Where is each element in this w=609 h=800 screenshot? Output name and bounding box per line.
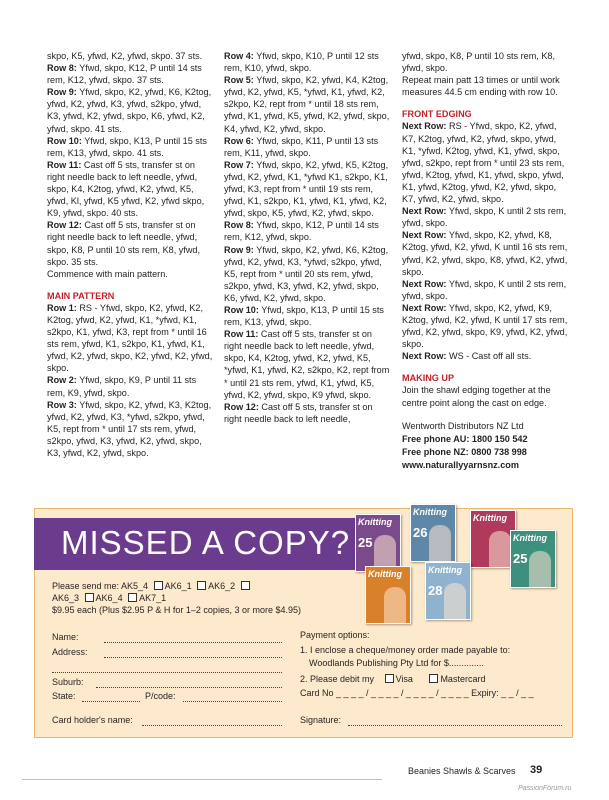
section-heading: MAIN PATTERN xyxy=(47,290,115,301)
row-text: Cast off 5 sts, transfer st on right needle back to left needle, yfwd, skpo, K4, K2tog, yfwd, K2, yfwd, K5, yfwd, Kl, yfwd, K5 yfwd, K2, yfwd skpo, K9, yfwd, skpo. 40 sts. xyxy=(47,159,205,219)
cover-model-photo xyxy=(529,551,551,588)
instructions-column-1 xyxy=(47,50,213,459)
phone-au: Free phone AU: 1800 150 542 xyxy=(402,433,528,444)
row-label: Next Row: xyxy=(402,121,447,132)
checkbox-ak6-3[interactable] xyxy=(85,593,94,602)
postcode-field[interactable] xyxy=(183,701,282,702)
pattern-row xyxy=(402,205,570,229)
body-text: Join the shawl edging together at the centre point along the cast on edge. xyxy=(402,385,551,408)
pattern-row xyxy=(402,278,570,302)
row-label: Row 12: xyxy=(47,220,82,231)
magazine-covers xyxy=(355,500,570,610)
cover-masthead: Knitting xyxy=(513,533,547,543)
row-text: Yfwd, skpo, K2, yfwd, K5, K2tog, yfwd, K2, yfwd, K1, *yfwd K1, s2kpo, K1, yfwd, K3, rept from * until 19 sts rem, yfwd, K1, s2kpo, K1, yfwd, K1, yfwd, K2, yfwd, skpo, K5, yfwd, K2, yfwd, skpo. xyxy=(224,159,389,219)
row-label: Row 12: xyxy=(224,401,259,412)
visa-checkbox[interactable] xyxy=(385,674,394,683)
pattern-row xyxy=(47,219,213,267)
pattern-row xyxy=(224,50,390,74)
name-label: Name: xyxy=(52,632,79,642)
pattern-row xyxy=(402,229,570,277)
pattern-row xyxy=(224,328,390,401)
footer-rule xyxy=(22,779,382,780)
pattern-row xyxy=(47,399,213,459)
send-line-2 xyxy=(52,592,166,604)
pattern-row xyxy=(224,219,390,243)
banner-title: MISSED A COPY? xyxy=(61,524,351,561)
row-text: Cast off 5 sts, transfer st on right needle back to left needle, xyxy=(224,401,373,424)
row-label: Row 10: xyxy=(224,304,259,315)
section-heading: MAKING UP xyxy=(402,373,455,384)
pattern-row xyxy=(402,302,570,350)
body-text: Repeat main patt 13 times or until work measures 44.5 cm ending with row 10. xyxy=(402,75,560,98)
row-label: Row 3: xyxy=(47,399,77,410)
row-label: Row 8: xyxy=(224,220,254,231)
cover-issue-number: 25 xyxy=(358,535,373,550)
pattern-row xyxy=(224,244,390,304)
option-ak6-3: AK6_3 xyxy=(52,593,80,603)
pattern-row xyxy=(224,401,390,425)
pattern-row xyxy=(224,159,390,219)
row-label: Row 11: xyxy=(224,329,259,340)
option-ak6-1: AK6_1 xyxy=(164,581,192,591)
name-field[interactable] xyxy=(104,642,282,643)
payment-option-1-payee: Woodlands Publishing Pty Ltd for $.............. xyxy=(309,658,484,668)
distributor-contact xyxy=(402,420,570,472)
row-text: Yfwd, skpo, K11, P until 13 sts rem, K11, yfwd, skpo. xyxy=(224,135,379,158)
row-text: RS - Yfwd, skpo, K2, yfwd, K7, K2tog, yfwd, K2, yfwd, skpo, yfwd, K1, *yfwd, K2tog, yfwd, K1, yfwd, skpo, yfwd, s2kpo, rept from * until 23 sts rem, yfwd, K2tog, yfwd, K1, yfwd, skpo, yfwd, K1, yfwd, K2tog, yfwd, K2, yfwd, skpo, K7, yfwd, K2, yfwd, skpo. xyxy=(402,121,565,205)
instructions-column-2 xyxy=(224,50,390,425)
row-label: Row 5: xyxy=(224,75,254,86)
pattern-row xyxy=(402,350,570,362)
pattern-row xyxy=(47,62,213,86)
payment-option-2 xyxy=(300,673,485,685)
row-text: Yfwd, skpo, K12, P until 14 sts rem, K12, yfwd, skpo. 37 sts. xyxy=(47,63,202,86)
cover-model-photo xyxy=(429,525,451,562)
payment-option-1: 1. I enclose a cheque/money order made payable to: xyxy=(300,645,511,655)
mastercard-label: Mastercard xyxy=(440,674,486,684)
row-label: Row 11: xyxy=(47,159,82,170)
row-text: Yfwd, skpo, K2, yfwd, K6, K2tog, yfwd, K2, yfwd, K3, *yfwd, s2kpo, yfwd, K5, rept from * until 20 sts rem, yfwd, s2kpo, yfwd, K3, yfwd, K2, yfwd, skpo, K6, yfwd, K2, yfwd, skpo. xyxy=(224,244,389,303)
signature-label: Signature: xyxy=(300,715,342,725)
pattern-row xyxy=(47,159,213,219)
price-line: $9.95 each (Plus $2.95 P & H for 1–2 copies, 3 or more $4.95) xyxy=(52,605,301,615)
website-link[interactable]: www.naturallyyarnsnz.com xyxy=(402,459,519,470)
payment-option-2-label: 2. Please debit my xyxy=(300,674,375,684)
instructions-column-3 xyxy=(402,50,570,472)
pattern-row xyxy=(47,135,213,159)
row-label: Row 9: xyxy=(224,244,254,255)
magazine-cover xyxy=(410,504,456,562)
address-field-line-2[interactable] xyxy=(52,672,282,673)
row-text: Cast off 5 sts, transfer st on right needle back to left needle, yfwd, skpo, K8, P until 10 sts rem, K8, yfwd, skpo. 35 sts. xyxy=(47,220,200,267)
address-label: Address: xyxy=(52,647,88,657)
cover-masthead: Knitting xyxy=(473,513,507,523)
cover-masthead: Knitting xyxy=(358,517,392,527)
cover-model-photo xyxy=(489,531,511,568)
row-text: Yfwd, skpo, K13, P until 15 sts rem, K13, yfwd, skpo. 41 sts. xyxy=(47,135,207,158)
pattern-row xyxy=(47,374,213,398)
pattern-row xyxy=(402,120,570,205)
row-text: Yfwd, skpo, K2, yfwd, K3, K2tog, yfwd, K2, yfwd, K3, *yfwd, s2kpo, yfwd, K5, rept from * until 17 sts rem, yfwd, s2kpo, yfwd, K3, yfwd, K2, yfwd, skpo, K3, yfwd, K2, yfwd, skpo. xyxy=(47,399,212,458)
mastercard-checkbox[interactable] xyxy=(429,674,438,683)
cardholder-field[interactable] xyxy=(142,725,282,726)
cover-issue-number: 28 xyxy=(428,583,443,598)
page-number: 39 xyxy=(530,764,543,776)
row-text: Yfwd, skpo, K until 2 sts rem, yfwd, skpo. xyxy=(402,278,567,301)
row-label: Next Row: xyxy=(402,230,447,241)
checkbox-ak6-2[interactable] xyxy=(241,581,250,590)
row-text: Yfwd, skpo, K12, P until 14 sts rem, K12, yfwd, skpo. xyxy=(224,220,379,243)
cardholder-label: Card holder's name: xyxy=(52,715,133,725)
row-text: Cast off 5 sts, transfer st on right needle back to left needle, yfwd, skpo, K4, K2tog, yfwd, K2, yfwd, K5, *yfwd, K1, yfwd, K2, s2kpo, K2, rept from * until 21 sts rem, yfwd, K1, yfwd, K5, yfwd, K2, yfwd, skpo, K9 yfwd, skpo. xyxy=(224,329,390,400)
phone-nz: Free phone NZ: 0800 738 998 xyxy=(402,446,527,457)
body-text: Commence with main pattern. xyxy=(47,268,168,279)
magazine-cover xyxy=(355,514,401,572)
row-text: RS - Yfwd, skpo, K2, yfwd, K2, K2tog, yfwd, K2, yfwd, K1, *yfwd, K1, s2kpo, K1, yfwd, K3, rept from * until 16 sts rem, yfwd, K1, s2kpo, K1, yfwd, K1, yfwd, K2, yfwd, skpo, K2, yfwd, K2, yfwd, skpo. xyxy=(47,302,213,374)
watermark: PassionForum.ru xyxy=(518,785,572,792)
row-label: Row 1: xyxy=(47,302,77,313)
option-ak6-4: AK6_4 xyxy=(95,593,123,603)
address-field[interactable] xyxy=(104,657,282,658)
row-text: Yfwd, skpo, K13, P until 15 sts rem, K13, yfwd, skpo. xyxy=(224,304,384,328)
cover-model-photo xyxy=(444,583,466,620)
magazine-cover xyxy=(425,562,471,620)
state-label: State: xyxy=(52,691,76,701)
cover-masthead: Knitting xyxy=(413,507,447,517)
pattern-row xyxy=(47,86,213,134)
cover-issue-number: 25 xyxy=(513,551,528,566)
card-number-field[interactable]: Card No _ _ _ _ / _ _ _ _ / _ _ _ _ / _ _ _ _ Expiry: _ _ / _ _ xyxy=(300,688,534,698)
postcode-label: P/code: xyxy=(145,691,176,701)
row-label: Row 4: xyxy=(224,51,254,61)
row-label: Next Row: xyxy=(402,278,447,289)
row-label: Row 10: xyxy=(47,135,82,146)
visa-label: Visa xyxy=(395,674,413,684)
body-text: yfwd, skpo, K8, P until 10 sts rem, K8, yfwd, skpo. xyxy=(402,51,555,74)
row-text: Yfwd, skpo, K9, P until 11 sts rem, K9, yfwd, skpo. xyxy=(47,375,197,398)
state-field[interactable] xyxy=(82,701,140,702)
checkbox-ak6-4[interactable] xyxy=(128,593,137,602)
option-ak7-1: AK7_1 xyxy=(139,593,167,603)
section-heading: FRONT EDGING xyxy=(402,109,472,120)
cover-masthead: Knitting xyxy=(428,565,462,575)
row-text: Yfwd, skpo, K10, P until 12 sts rem, K10, yfwd, skpo. xyxy=(224,51,379,74)
row-text: Yfwd, skpo, K2, yfwd, K4, K2tog, yfwd, K2, yfwd, K5, *yfwd, K1, yfwd, K2, s2kpo, K2, rept from * until 18 sts rem, yfwd, K1, yfwd, K5, yfwd, K2, yfwd, skpo, K4, yfwd, K2, yfwd, skpo. xyxy=(224,75,390,134)
suburb-label: Suburb: xyxy=(52,677,84,687)
row-label: Row 7: xyxy=(224,159,254,170)
distributor-name: Wentworth Distributors NZ Ltd xyxy=(402,420,524,431)
row-text: Yfwd, skpo, K2, yfwd, K6, K2tog, yfwd, K2, yfwd, K3, yfwd, s2kpo, yfwd, K3, yfwd, K2, yfwd, skpo, K6, yfwd, K2, yfwd, skpo. 41 sts. xyxy=(47,87,212,134)
pattern-row xyxy=(224,304,390,328)
row-text: Yfwd, skpo, K2, yfwd, K8, K2tog, yfwd, K2, yfwd, K until 16 sts rem, yfwd, K2, yfwd, skpo, K8, yfwd, K2, yfwd, skpo. xyxy=(402,230,568,277)
row-label: Row 6: xyxy=(224,135,254,146)
row-label: Next Row: xyxy=(402,302,447,313)
checkbox-ak5-4[interactable] xyxy=(154,581,163,590)
row-label: Next Row: xyxy=(402,206,447,217)
row-text: Yfwd, skpo, K2, yfwd, K9, K2tog, yfwd, K2, yfwd, K until 17 sts rem, yfwd, K2, yfwd, skpo, K9, yfwd, K2, yfwd, skpo. xyxy=(402,302,568,350)
cover-masthead: Knitting xyxy=(368,569,402,579)
magazine-cover xyxy=(510,530,556,588)
row-label: Row 8: xyxy=(47,63,77,74)
missed-copy-banner xyxy=(34,518,361,570)
column-3-body xyxy=(402,50,570,409)
row-text: Yfwd, skpo, K until 2 sts rem, yfwd, skpo. xyxy=(402,206,567,229)
checkbox-ak6-1[interactable] xyxy=(197,581,206,590)
send-line-1 xyxy=(52,580,252,592)
cover-issue-number: 26 xyxy=(413,525,428,540)
send-prefix: Please send me: AK5_4 xyxy=(52,581,149,591)
row-text: WS - Cast off all sts. xyxy=(449,351,532,362)
payment-title: Payment options: xyxy=(300,630,370,640)
option-ak6-2: AK6_2 xyxy=(208,581,236,591)
body-text: skpo, K5, yfwd, K2, yfwd, skpo. 37 sts. xyxy=(47,51,203,61)
pattern-row xyxy=(224,135,390,159)
pattern-row xyxy=(47,302,213,375)
pattern-row xyxy=(224,74,390,134)
row-label: Next Row: xyxy=(402,351,447,362)
row-label: Row 9: xyxy=(47,87,77,98)
row-label: Row 2: xyxy=(47,375,77,386)
signature-field[interactable] xyxy=(348,725,562,726)
footer-title: Beanies Shawls & Scarves xyxy=(408,766,516,776)
cover-model-photo xyxy=(384,587,406,624)
suburb-field[interactable] xyxy=(96,687,282,688)
magazine-cover xyxy=(365,566,411,624)
